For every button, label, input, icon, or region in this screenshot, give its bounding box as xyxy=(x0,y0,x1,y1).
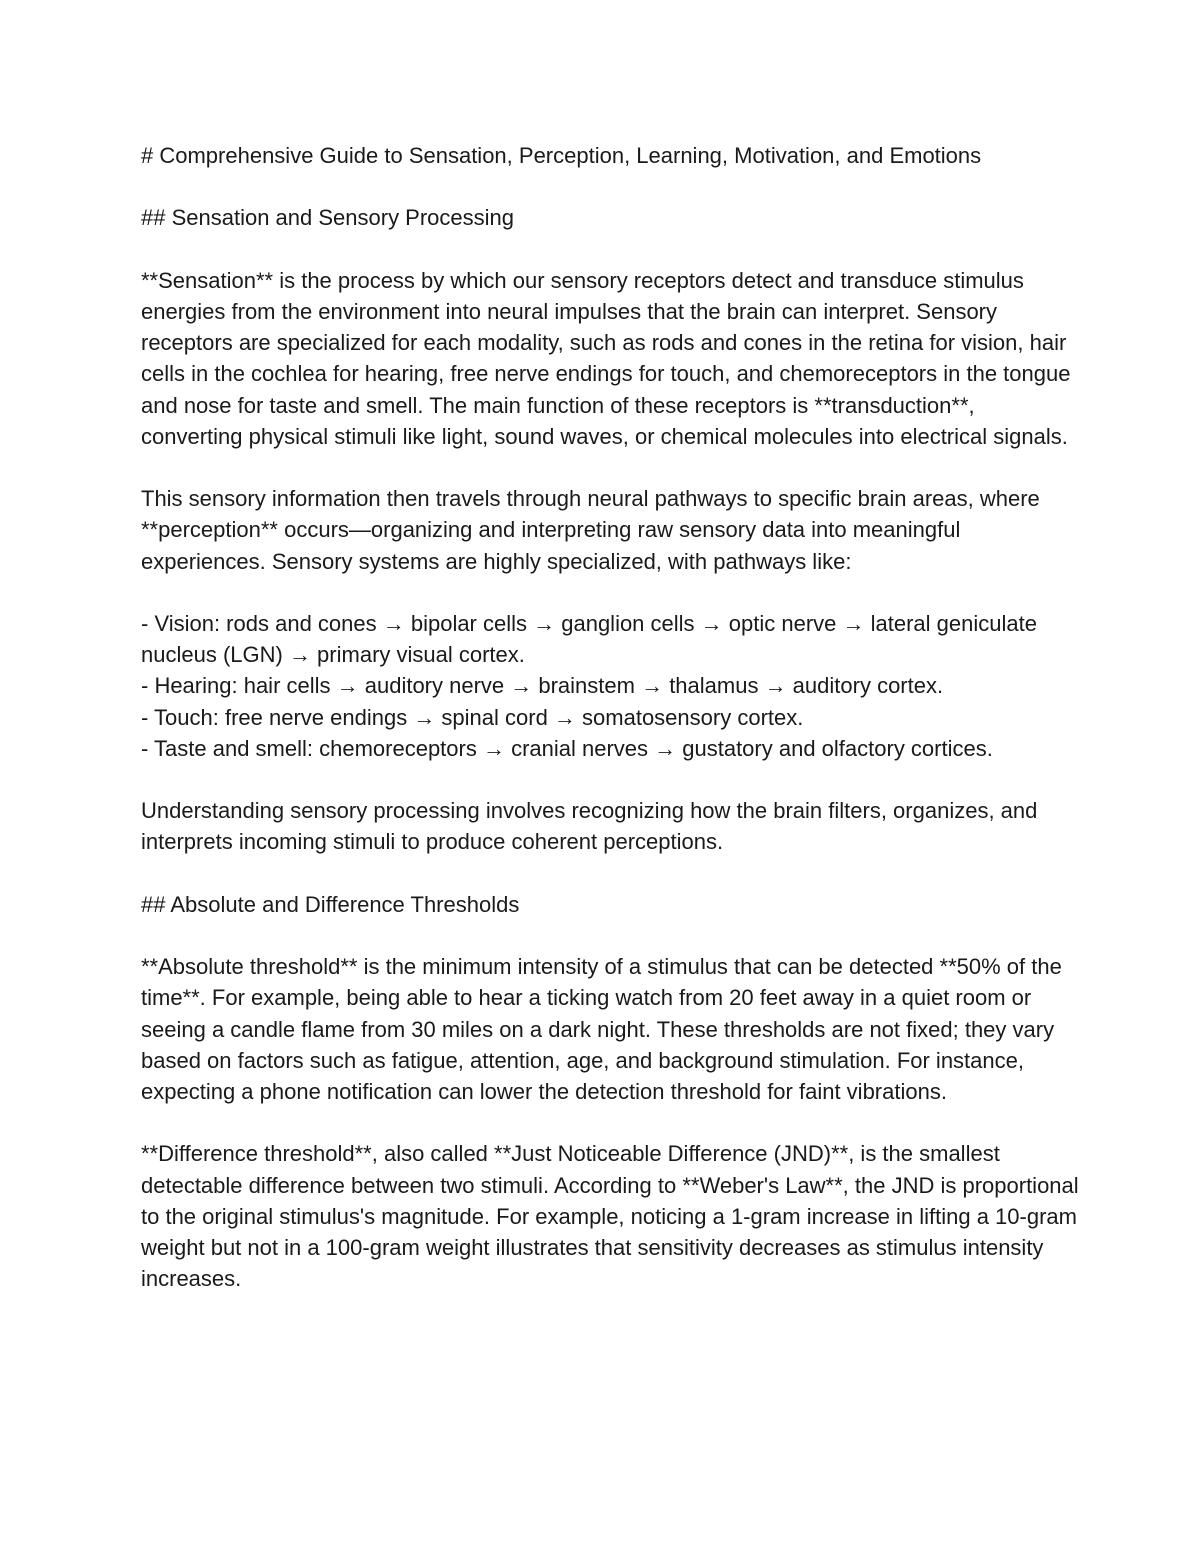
list-item-hearing: - Hearing: hair cells → auditory nerve → brainstem → thalamus → auditory cortex. xyxy=(141,673,944,699)
list-item-taste-smell: - Taste and smell: chemoreceptors → cranial nerves → gustatory and olfactory cortices. xyxy=(141,735,993,761)
section-heading-thresholds: ## Absolute and Difference Thresholds xyxy=(141,891,520,917)
document-title: # Comprehensive Guide to Sensation, Perception, Learning, Motivation, and Emotions xyxy=(141,143,982,168)
paragraph-sensory-processing-summary: Understanding sensory processing involves recognizing how the brain filters, organizes, and interprets incoming stimuli to produce coherent perceptions. xyxy=(141,798,1038,855)
section-heading-sensation: ## Sensation and Sensory Processing xyxy=(141,205,515,231)
paragraph-absolute-threshold: **Absolute threshold** is the minimum intensity of a stimulus that can be detected **50% of the time**. For example, being able to hear a ticking watch from 20 feet away in a quiet room or seeing a candle flame from 30 miles on a dark night. These thresholds are not fixed; they vary based on factors such as fatigue, attention, age, and background stimulation. For instance, expecting a phone notification can lower the detection threshold for faint vibrations. xyxy=(141,954,1062,1104)
list-item-touch: - Touch: free nerve endings → spinal cord → somatosensory cortex. xyxy=(141,704,804,730)
document-body xyxy=(141,140,1081,1326)
list-item-vision: - Vision: rods and cones → bipolar cells → ganglion cells → optic nerve → lateral geniculate nucleus (LGN) → primary visual cortex. xyxy=(141,610,1037,668)
paragraph-neural-pathways: This sensory information then travels through neural pathways to specific brain areas, where **perception** occurs—organizing and interpreting raw sensory data into meaningful experiences. Sensory systems are highly specialized, with pathways like: xyxy=(141,486,1040,574)
paragraph-difference-threshold: **Difference threshold**, also called **Just Noticeable Difference (JND)**, is the smallest detectable difference between two stimuli. According to **Weber's Law**, the JND is proportional to the original stimulus's magnitude. For example, noticing a 1-gram increase in lifting a 10-gram weight but not in a 100-gram weight illustrates that sensitivity decreases as stimulus intensity increases. xyxy=(141,1141,1079,1292)
paragraph-sensation-definition: **Sensation** is the process by which our sensory receptors detect and transduce stimulus energies from the environment into neural impulses that the brain can interpret. Sensory receptors are specialized for each modality, such as rods and cones in the retina for vision, hair cells in the cochlea for hearing, free nerve endings for touch, and chemoreceptors in the tongue and nose for taste and smell. The main function of these receptors is **transduction**, converting physical stimuli like light, sound waves, or chemical molecules into electrical signals. xyxy=(141,267,1071,449)
pathway-list xyxy=(141,608,1081,764)
